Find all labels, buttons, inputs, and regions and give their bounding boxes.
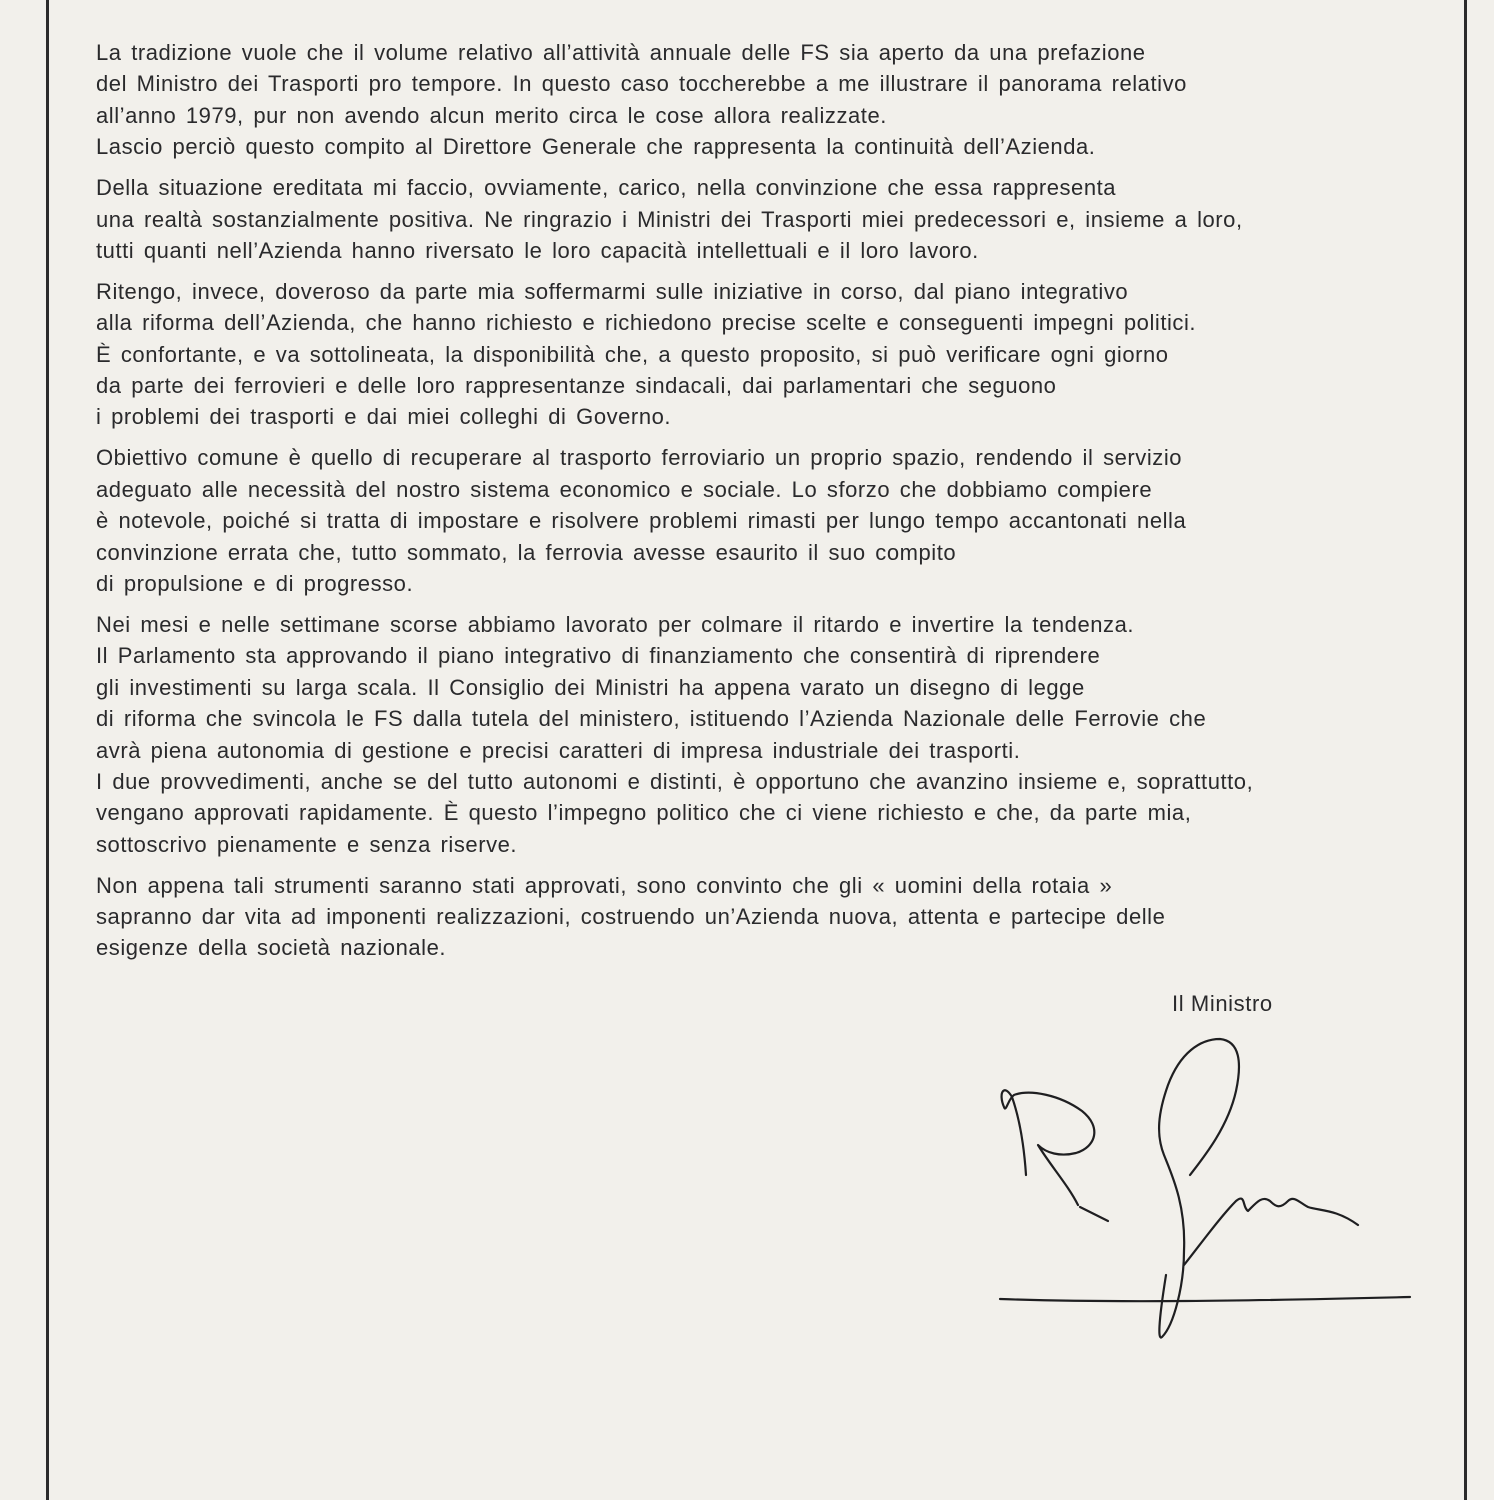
text-line: i problemi dei trasporti e dai miei colleghi di Governo. [96, 404, 672, 430]
handwritten-signature [990, 1035, 1420, 1355]
right-border-rule [1464, 0, 1467, 1500]
letter-body [96, 37, 1426, 973]
text-line: Obiettivo comune è quello di recuperare al trasporto ferroviario un proprio spazio, rendendo il servizio [96, 445, 1183, 471]
text-line: è notevole, poiché si tratta di impostare e risolvere problemi rimasti per lungo tempo accantonati nella [96, 508, 1187, 534]
signature-loop [1159, 1039, 1239, 1338]
signature-underline [1000, 1297, 1410, 1301]
text-line: alla riforma dell’Azienda, che hanno richiesto e richiedono precise scelte e conseguenti impegni politici. [96, 310, 1197, 336]
text-line: Lascio perciò questo compito al Direttore Generale che rappresenta la continuità dell’Azienda. [96, 134, 1096, 160]
text-line: I due provvedimenti, anche se del tutto autonomi e distinti, è opportuno che avanzino insieme e, soprattutto, [96, 768, 1254, 794]
text-line: tutti quanti nell’Azienda hanno riversato le loro capacità intellettuali e il loro lavoro. [96, 237, 979, 263]
text-line: convinzione errata che, tutto sommato, la ferrovia avesse esaurito il suo compito [96, 539, 957, 565]
signature-dash [1080, 1207, 1108, 1221]
paragraph [96, 37, 1426, 163]
text-line: sottoscrivo pienamente e senza riserve. [96, 831, 518, 857]
text-line: una realtà sostanzialmente positiva. Ne ringrazio i Ministri dei Trasporti miei predecessori e, insieme a loro, [96, 206, 1243, 232]
text-line: Nei mesi e nelle settimane scorse abbiamo lavorato per colmare il ritardo e invertire la tendenza. [96, 611, 1135, 637]
paragraph [96, 442, 1426, 599]
paragraph [96, 172, 1426, 266]
paragraph [96, 870, 1426, 964]
text-line: gli investimenti su larga scala. Il Consiglio dei Ministri ha appena varato un disegno di legge [96, 674, 1085, 700]
left-border-rule [46, 0, 49, 1500]
signature-letter-r [1002, 1090, 1095, 1205]
text-line: Il Parlamento sta approvando il piano integrativo di finanziamento che consentirà di riprendere [96, 643, 1101, 669]
text-line: adeguato alle necessità del nostro sistema economico e sociale. Lo sforzo che dobbiamo compiere [96, 476, 1153, 502]
text-line: La tradizione vuole che il volume relativo all’attività annuale delle FS sia aperto da una prefazione [96, 40, 1146, 65]
text-line: del Ministro dei Trasporti pro tempore. In questo caso toccherebbe a me illustrare il panorama relativo [96, 71, 1187, 97]
text-line: avrà piena autonomia di gestione e precisi caratteri di impresa industriale dei trasporti. [96, 737, 1021, 763]
text-line: Della situazione ereditata mi faccio, ovviamente, carico, nella convinzione che essa rappresenta [96, 175, 1117, 201]
text-line: Ritengo, invece, doveroso da parte mia soffermarmi sulle iniziative in corso, dal piano integrativo [96, 278, 1129, 304]
text-line: esigenze della società nazionale. [96, 935, 447, 961]
closing-title: Il Ministro [1172, 991, 1273, 1016]
paragraph [96, 609, 1426, 860]
text-line: da parte dei ferrovieri e delle loro rappresentanze sindacali, dai parlamentari che seguono [96, 373, 1057, 399]
paragraph [96, 276, 1426, 433]
text-line: all’anno 1979, pur non avendo alcun merito circa le cose allora realizzate. [96, 102, 887, 128]
text-line: È confortante, e va sottolineata, la disponibilità che, a questo proposito, si può verificare ogni giorno [96, 341, 1169, 367]
text-line: Non appena tali strumenti saranno stati approvati, sono convinto che gli « uomini della rotaia » [96, 872, 1113, 898]
text-line: vengano approvati rapidamente. È questo l’impegno politico che ci viene richiesto e che, da parte mia, [96, 800, 1192, 826]
signature-tail [1184, 1199, 1358, 1265]
text-line: di riforma che svincola le FS dalla tutela del ministero, istituendo l’Azienda Nazionale delle Ferrovie che [96, 706, 1207, 732]
text-line: di propulsione e di progresso. [96, 571, 414, 596]
text-line: sapranno dar vita ad imponenti realizzazioni, costruendo un’Azienda nuova, attenta e partecipe delle [96, 904, 1166, 930]
